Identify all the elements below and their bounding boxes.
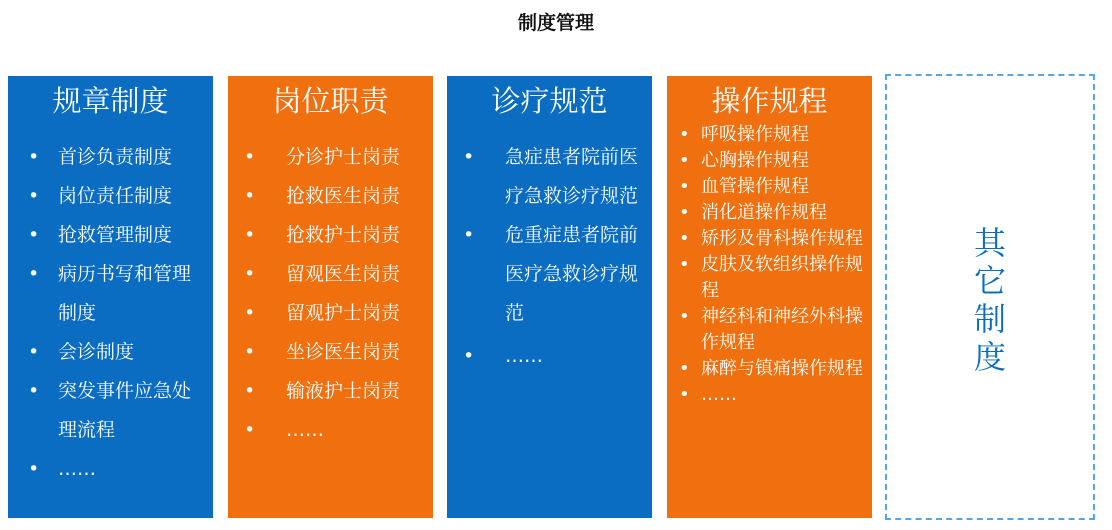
list-item: • 分诊护士岗责 [228,138,433,177]
list-item: • …… [228,411,433,450]
column-title: 操作规程 [711,84,828,118]
other-regulations-box [885,74,1095,520]
list-item: • 血管操作规程 [667,174,872,200]
column-title: 岗位职责 [272,84,389,118]
list-item: • 神经科和神经外科操作规程 [667,304,872,356]
list-item: • 抢救护士岗责 [228,216,433,255]
list-item: • 抢救医生岗责 [228,177,433,216]
list-item: • 病历书写和管理制度 [8,255,213,333]
list-item: • …… [447,337,652,376]
list-item: • 心胸操作规程 [667,148,872,174]
list-item: • 留观护士岗责 [228,294,433,333]
column-title: 诊疗规范 [491,84,608,118]
column-title: 规章制度 [52,84,169,118]
column-job-duties [228,76,433,518]
list-item: • …… [667,382,872,408]
list-item: • 麻醉与镇痛操作规程 [667,356,872,382]
other-regulations-label: 其它制度 [973,224,1006,376]
column-regulations [8,76,213,518]
list-item: • …… [8,450,213,489]
list-item: • 呼吸操作规程 [667,122,872,148]
list-item: • 抢救管理制度 [8,216,213,255]
list-item: • 留观医生岗责 [228,255,433,294]
list-item: • 消化道操作规程 [667,200,872,226]
list-item: • 皮肤及软组织操作规程 [667,252,872,304]
list-item: • 岗位责任制度 [8,177,213,216]
list-item: • 首诊负责制度 [8,138,213,177]
list-item: • 危重症患者院前医疗急救诊疗规范 [447,216,652,333]
list-item: • 矫形及骨科操作规程 [667,226,872,252]
list-item: • 会诊制度 [8,333,213,372]
page-title: 制度管理 [517,12,594,34]
column-operating-procedures [667,76,872,518]
list-item: • 突发事件应急处理流程 [8,372,213,450]
list-item: • 急症患者院前医疗急救诊疗规范 [447,138,652,216]
list-item: • 输液护士岗责 [228,372,433,411]
list-item: • 坐诊医生岗责 [228,333,433,372]
column-diagnosis-standards [447,76,652,518]
